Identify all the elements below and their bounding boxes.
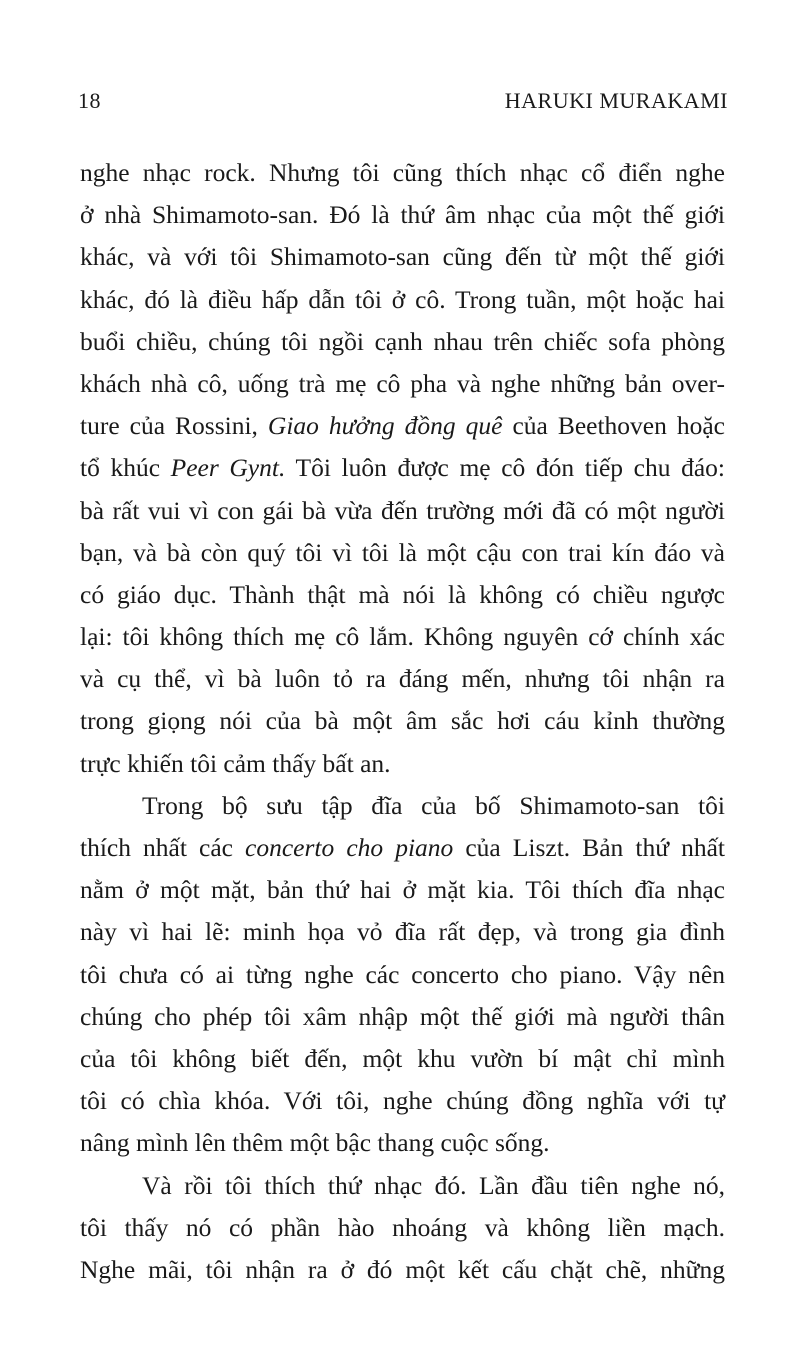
- text-segment: chúng cho phép tôi xâm nhập một thế giới mà người thân: [80, 1001, 725, 1031]
- text-segment: và cụ thể, vì bà luôn tỏ ra đáng mến, nhưng tôi nhận ra: [80, 664, 725, 694]
- text-segment: buổi chiều, chúng tôi ngồi cạnh nhau trên chiếc sofa phòng: [80, 326, 725, 356]
- text-segment: tôi thấy nó có phần hào nhoáng và không liền mạch.: [80, 1212, 725, 1242]
- running-head: [78, 88, 728, 118]
- text-line: [80, 532, 725, 574]
- text-line: [80, 574, 725, 616]
- text-line: [80, 869, 725, 911]
- text-line: [80, 1122, 725, 1164]
- text-line: [80, 954, 725, 996]
- text-line: [80, 1165, 725, 1207]
- text-line: [80, 911, 725, 953]
- text-line: [80, 236, 725, 278]
- italic-title: Giao hưởng đồng quê: [267, 411, 503, 441]
- text-line: [80, 194, 725, 236]
- text-segment: trực khiến tôi cảm thấy bất an.: [80, 748, 391, 778]
- text-segment: của tôi không biết đến, một khu vườn bí mật chỉ mình: [80, 1043, 725, 1073]
- text-segment: thích nhất các: [80, 833, 246, 862]
- text-segment: trong giọng nói của bà một âm sắc hơi cáu kỉnh thường: [80, 706, 725, 736]
- text-segment: tôi có chìa khóa. Với tôi, nghe chúng đồng nghĩa với tự: [80, 1086, 725, 1116]
- text-segment: ture của Rossini,: [80, 411, 268, 441]
- italic-title: Peer Gynt.: [170, 453, 286, 483]
- text-line: [80, 1207, 725, 1249]
- text-segment: khác, đó là điều hấp dẫn tôi ở cô. Trong tuần, một hoặc hai: [80, 284, 725, 314]
- text-segment: tôi chưa có ai từng nghe các concerto cho piano. Vậy nên: [80, 959, 725, 989]
- text-line: [80, 616, 725, 658]
- text-segment: tổ khúc: [80, 453, 171, 483]
- text-line: [80, 1080, 725, 1122]
- text-line: [80, 743, 725, 785]
- text-segment: có giáo dục. Thành thật mà nói là không có chiều ngược: [80, 579, 725, 609]
- text-segment: khách nhà cô, uống trà mẹ cô pha và nghe những bản over-: [80, 368, 725, 398]
- text-line: [80, 279, 725, 321]
- text-segment: của Beethoven hoặc: [502, 411, 726, 441]
- text-line: [80, 321, 725, 363]
- italic-title: concerto cho piano: [245, 833, 454, 862]
- text-segment: nghe nhạc rock. Nhưng tôi cũng thích nhạc cổ điển nghe: [80, 158, 725, 187]
- text-segment: ở nhà Shimamoto-san. Đó là thứ âm nhạc của một thế giới: [80, 200, 725, 230]
- page-number: 18: [78, 88, 101, 113]
- text-line: [80, 447, 725, 489]
- body-text: [80, 152, 725, 1291]
- text-line: [80, 658, 725, 700]
- text-line: [80, 700, 725, 742]
- text-line: [80, 996, 725, 1038]
- text-line: [80, 152, 725, 194]
- text-line: [80, 1249, 725, 1291]
- text-segment: bà rất vui vì con gái bà vừa đến trường mới đã có một người: [80, 495, 725, 525]
- author-name: HARUKI MURAKAMI: [504, 88, 728, 113]
- text-segment: nâng mình lên thêm một bậc thang cuộc sống.: [80, 1128, 550, 1158]
- text-segment: này vì hai lẽ: minh họa vỏ đĩa rất đẹp, và trong gia đình: [80, 917, 725, 947]
- text-segment: bạn, và bà còn quý tôi vì tôi là một cậu con trai kín đáo và: [80, 537, 725, 567]
- text-line: [80, 827, 725, 869]
- text-segment: Trong bộ sưu tập đĩa của bố Shimamoto-san tôi: [142, 790, 725, 820]
- text-segment: của Liszt. Bản thứ nhất: [453, 833, 725, 862]
- text-segment: khác, và với tôi Shimamoto-san cũng đến từ một thế giới: [80, 242, 725, 272]
- text-line: [80, 363, 725, 405]
- text-line: [80, 785, 725, 827]
- text-segment: Nghe mãi, tôi nhận ra ở đó một kết cấu chặt chẽ, những: [80, 1254, 725, 1284]
- text-line: [80, 405, 725, 447]
- text-line: [80, 1038, 725, 1080]
- text-line: [80, 490, 725, 532]
- text-segment: nằm ở một mặt, bản thứ hai ở mặt kia. Tôi thích đĩa nhạc: [80, 875, 725, 905]
- text-segment: Tôi luôn được mẹ cô đón tiếp chu đáo:: [285, 453, 725, 483]
- text-segment: Và rồi tôi thích thứ nhạc đó. Lần đầu tiên nghe nó,: [142, 1170, 725, 1200]
- text-segment: lại: tôi không thích mẹ cô lắm. Không nguyên cớ chính xác: [80, 622, 725, 652]
